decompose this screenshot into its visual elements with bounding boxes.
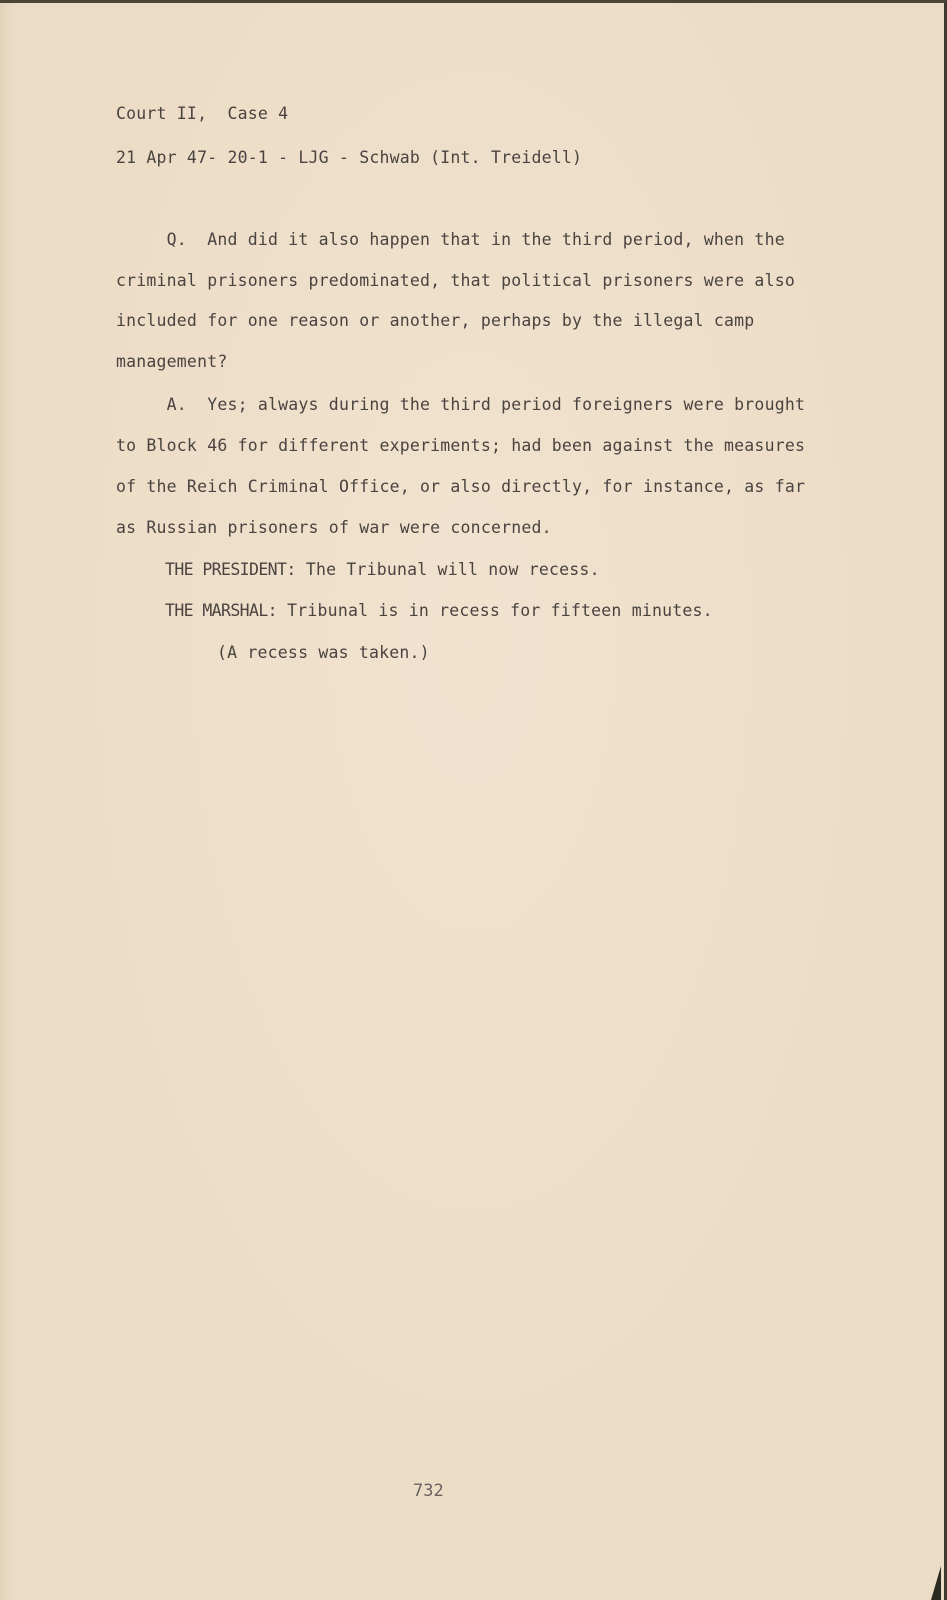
recess-note: (A recess was taken.) [217, 643, 430, 662]
marshal-text: Tribunal is in recess for fifteen minutes. [277, 601, 713, 620]
president-speaker-label: THE PRESIDENT: [165, 560, 296, 579]
answer-line-3: of the Reich Criminal Office, or also directly, for instance, as far [116, 477, 806, 496]
president-statement [165, 560, 600, 579]
marshal-statement [165, 601, 713, 620]
answer-line-4: as Russian prisoners of war were concerned. [116, 518, 552, 537]
page-number: 732 [413, 1481, 444, 1501]
question-line-1: Q. And did it also happen that in the third period, when the [116, 230, 785, 249]
answer-line-1: A. Yes; always during the third period foreigners were brought [116, 395, 806, 414]
page-corner-fold [931, 1566, 941, 1600]
answer-line-2: to Block 46 for different experiments; had been against the measures [116, 436, 806, 455]
court-case-header: Court II, Case 4 [116, 104, 289, 123]
marshal-speaker-label: THE MARSHAL: [165, 601, 278, 620]
session-header: 21 Apr 47- 20-1 - LJG - Schwab (Int. Treidell) [116, 148, 583, 167]
president-text: The Tribunal will now recess. [295, 560, 600, 579]
question-line-3: included for one reason or another, perhaps by the illegal camp [116, 311, 755, 330]
question-line-2: criminal prisoners predominated, that political prisoners were also [116, 271, 795, 290]
question-line-4: management? [116, 352, 228, 371]
